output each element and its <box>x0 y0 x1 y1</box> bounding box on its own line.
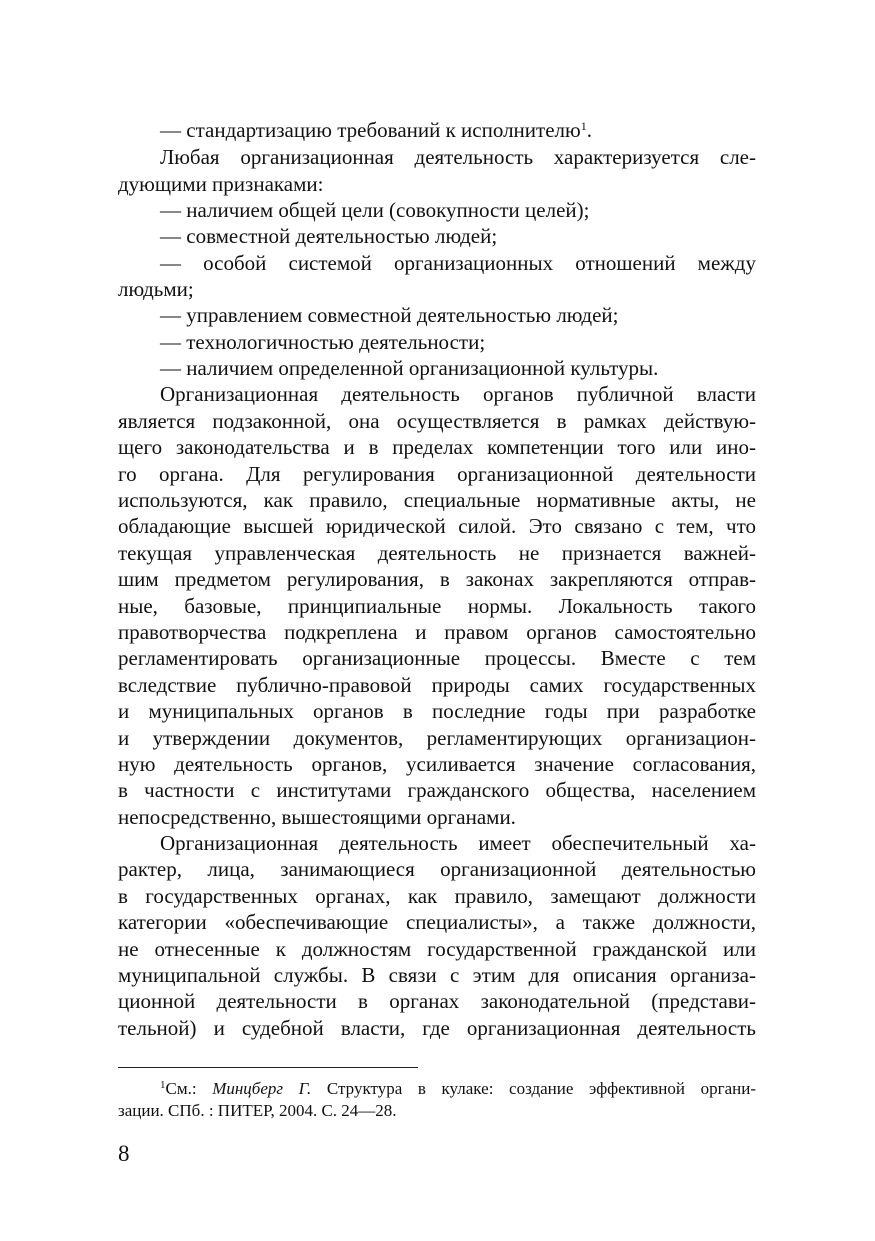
body-line: — стандартизацию требований к исполнителю$^1$. <box>160 118 592 142</box>
body-line: муниципальной службы. В связи с этим для описания организа- <box>118 963 756 987</box>
list-item: — технологичностью деятельности; <box>160 330 486 354</box>
list-item: — особой системой организационных отношений между <box>160 251 756 275</box>
body-line: используются, как правило, специальные нормативные акты, не <box>118 488 756 512</box>
body-line: обладающие высшей юридической силой. Это связано с тем, что <box>118 514 756 538</box>
footnote: $^1$См.: Минцберг Г. Структура в кулаке: создание эффективной органи- <box>160 1079 757 1098</box>
paragraph-start: Организационная деятельность органов публичной власти <box>160 382 756 406</box>
body-line: щего законодательства и в пределах компетенции того или ино- <box>118 435 756 459</box>
footnote-number: 1 <box>160 1079 166 1091</box>
body-line: ные, базовые, принципиальные нормы. Локальность такого <box>118 594 756 618</box>
body-line: го органа. Для регулирования организационной деятельности <box>118 462 756 486</box>
body-line: шим предметом регулирования, в законах закрепляются отправ- <box>118 567 756 591</box>
body-line: ную деятельность органов, усиливается значение согласования, <box>118 752 756 776</box>
body-line: непосредственно, вышестоящими органами. <box>118 805 516 829</box>
body-line: регламентировать организационные процессы. Вместе с тем <box>118 646 756 670</box>
body-line: является подзаконной, она осуществляется в рамках действую- <box>118 409 756 433</box>
body-line: в государственных органах, как правило, замещают должности <box>118 884 756 908</box>
page-number: 8 <box>118 1141 130 1166</box>
body-line: ционной деятельности в органах законодательной (представи- <box>118 989 756 1013</box>
body-line: дующими признаками: <box>118 172 324 196</box>
footnote-author: Минцберг Г. <box>212 1079 312 1098</box>
body-line: тельной) и судебной власти, где организационная деятельность <box>118 1016 756 1040</box>
paragraph-start: Организационная деятельность имеет обеспечительный ха- <box>160 831 756 855</box>
footnote-marker: 1 <box>580 119 587 133</box>
body-line: и муниципальных органов в последние годы при разработке <box>118 699 756 723</box>
footnote-line: зации. СПб. : ПИТЕР, 2004. С. 24—28. <box>118 1101 397 1120</box>
list-item: — наличием общей цели (совокупности целей); <box>160 198 590 222</box>
body-line: категории «обеспечивающие специалисты», а также должности, <box>118 910 756 934</box>
list-item: — управлением совместной деятельностью людей; <box>160 303 619 327</box>
list-item: — наличием определенной организационной культуры. <box>160 356 659 380</box>
body-line: вследствие публично-правовой природы самих государственных <box>118 673 756 697</box>
list-item: — совместной деятельностью людей; <box>160 224 498 248</box>
paragraph-start: Любая организационная деятельность характеризуется сле- <box>160 145 756 169</box>
body-line: рактер, лица, занимающиеся организационной деятельностью <box>118 857 756 881</box>
body-line: текущая управленческая деятельность не признается важней- <box>118 541 756 565</box>
body-line: правотворчества подкреплена и правом органов самостоятельно <box>118 620 756 644</box>
body-line: в частности с институтами гражданского общества, населением <box>118 778 756 802</box>
body-line: людьми; <box>118 277 194 301</box>
body-line: не отнесенные к должностям государственной гражданской или <box>118 937 756 961</box>
body-line: и утверждении документов, регламентирующих организацион- <box>118 726 756 750</box>
footnote-separator <box>118 1067 418 1068</box>
